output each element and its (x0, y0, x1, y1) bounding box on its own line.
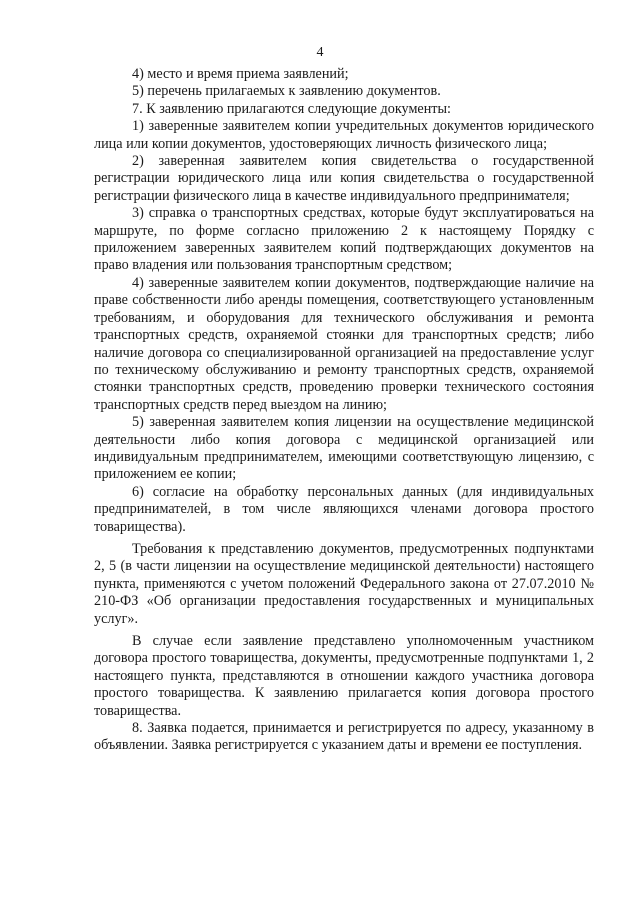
paragraph-doc-3: 3) справка о транспортных средствах, которые будут эксплуатироваться на маршруте, по форме согласно приложению 2 к настоящему Порядку с приложением заверенных заявителем копий подтверждающих документов на право владения или пользования транспортным средством; (94, 205, 594, 274)
paragraph-section-7: 7. К заявлению прилагаются следующие документы: (132, 100, 451, 117)
paragraph-doc-2: 2) заверенная заявителем копия свидетельства о государственной регистрации юридического лица или копия свидетельства о государственной регистрации физического лица в качестве индивидуального предпринимателя; (94, 153, 594, 204)
paragraph-section-8: 8. Заявка подается, принимается и регистрируется по адресу, указанному в объявлении. Заявка регистрируется с указанием даты и времени ее поступления. (94, 720, 594, 754)
page-number: 4 (316, 45, 324, 60)
paragraph-doc-5: 5) заверенная заявителем копия лицензии на осуществление медицинской деятельности либо копия договора с медицинской организацией или индивидуальным предпринимателем, имеющими соответствующую лицензию, с приложением ее копии; (94, 414, 594, 483)
paragraph-item-4: 4) место и время приема заявлений; (132, 66, 349, 82)
document-body (94, 66, 594, 755)
paragraph-item-5: 5) перечень прилагаемых к заявлению документов. (132, 83, 441, 100)
paragraph-doc-4: 4) заверенные заявителем копии документов, подтверждающие наличие на праве собственности либо аренды помещения, соответствующего установленным требованиям, и оборудования для технического обслуживания и ремонта транспортных средств, охраняемой стоянки для транспортных средств; либо наличие договора со специализированной организацией на предоставление услуг по техническому обслуживанию и ремонту транспортных средств, охраняемой стоянки транспортных средств, проведению проверки технического состояния транспортных средств перед выездом на линию; (94, 274, 594, 413)
paragraph-doc-1: 1) заверенные заявителем копии учредительных документов юридического лица или копии документов, удостоверяющих личность физического лица; (94, 118, 594, 152)
paragraph-requirements: Требования к представлению документов, предусмотренных подпунктами 2, 5 (в части лицензии на осуществление медицинской деятельности) настоящего пункта, применяются с учетом положений Федерального закона от 27.07.2010 № 210-ФЗ «Об организации предоставления государственных и муниципальных услуг». (94, 540, 594, 627)
paragraph-simple-partnership: В случае если заявление представлено уполномоченным участником договора простого товарищества, документы, предусмотренные подпунктами 1, 2 настоящего пункта, представляются в отношении каждого участника договора простого товарищества. К заявлению прилагается копия договора простого товарищества. (94, 633, 594, 719)
paragraph-doc-6: 6) согласие на обработку персональных данных (для индивидуальных предпринимателей, в том числе являющихся членами договора простого товарищества). (94, 483, 594, 535)
